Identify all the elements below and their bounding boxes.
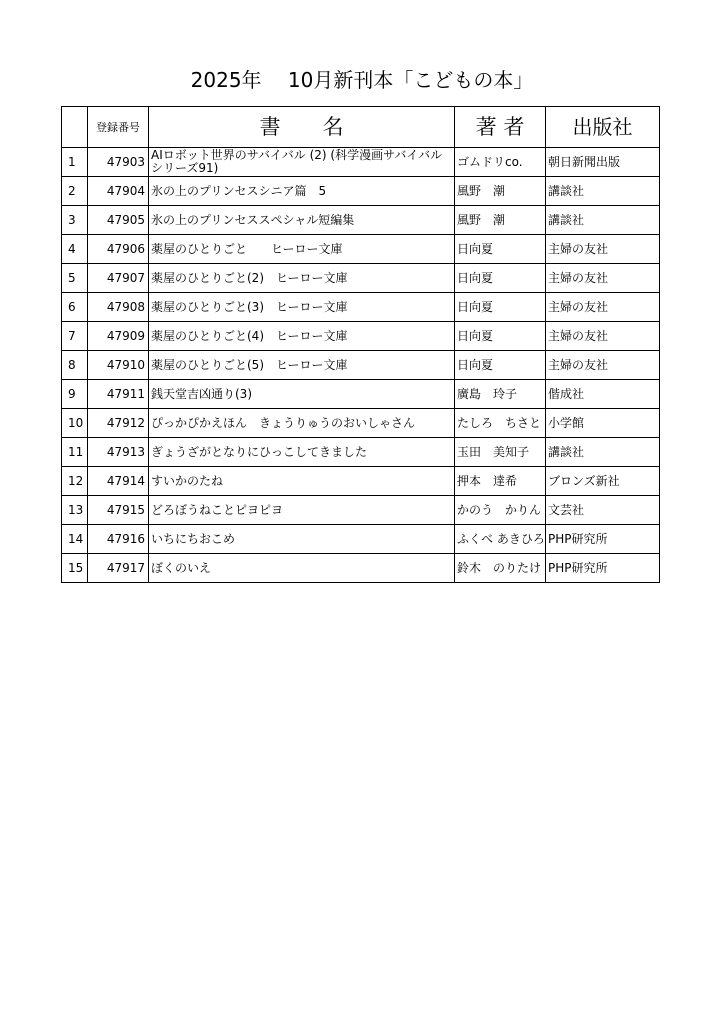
book-author: 風野 潮 [455,177,546,206]
registration-number: 47903 [88,148,149,177]
registration-number: 47908 [88,293,149,322]
book-publisher: 講談社 [546,438,660,467]
row-number: 3 [62,206,88,235]
registration-number: 47917 [88,554,149,583]
book-list-table [61,106,660,583]
row-number: 11 [62,438,88,467]
row-number: 13 [62,496,88,525]
table-row [62,380,660,409]
book-author: 玉田 美知子 [455,438,546,467]
header-author: 著 者 [455,107,546,148]
page-title: 2025年 10月新刊本「こどもの本」 [190,68,534,92]
registration-number: 47916 [88,525,149,554]
book-author: ゴムドリco. [455,148,546,177]
book-author: 押本 達希 [455,467,546,496]
header-number [62,107,88,148]
book-publisher: 朝日新聞出版 [546,148,660,177]
row-number: 10 [62,409,88,438]
book-author: ふくべ あきひろ [455,525,546,554]
book-author: 日向夏 [455,351,546,380]
book-publisher: 小学館 [546,409,660,438]
book-title: ぴっかぴかえほん きょうりゅうのおいしゃさん [149,409,455,438]
row-number: 14 [62,525,88,554]
row-number: 5 [62,264,88,293]
header-title: 書 名 [149,107,455,148]
book-title: ぎょうざがとなりにひっこしてきました [149,438,455,467]
registration-number: 47913 [88,438,149,467]
book-title: 薬屋のひとりごと(5) ヒーロー文庫 [149,351,455,380]
table-row [62,206,660,235]
row-number: 2 [62,177,88,206]
book-publisher: PHP研究所 [546,554,660,583]
row-number: 7 [62,322,88,351]
row-number: 6 [62,293,88,322]
table-row [62,177,660,206]
table-row [62,467,660,496]
book-author: かのう かりん [455,496,546,525]
book-publisher: 文芸社 [546,496,660,525]
row-number: 15 [62,554,88,583]
row-number: 1 [62,148,88,177]
row-number: 9 [62,380,88,409]
table-row [62,148,660,177]
book-publisher: 主婦の友社 [546,351,660,380]
table-row [62,525,660,554]
book-author: 日向夏 [455,293,546,322]
table-row [62,496,660,525]
registration-number: 47907 [88,264,149,293]
table-row [62,235,660,264]
registration-number: 47912 [88,409,149,438]
header-reg-no: 登録番号 [88,107,149,148]
book-title: 氷の上のプリンセススペシャル短編集 [149,206,455,235]
registration-number: 47905 [88,206,149,235]
book-author: 風野 潮 [455,206,546,235]
registration-number: 47910 [88,351,149,380]
row-number: 8 [62,351,88,380]
table-row [62,438,660,467]
book-title: どろぼうねことピヨピヨ [149,496,455,525]
book-publisher: 講談社 [546,206,660,235]
book-author: 日向夏 [455,322,546,351]
book-publisher: PHP研究所 [546,525,660,554]
table-row [62,409,660,438]
registration-number: 47915 [88,496,149,525]
book-title: いちにちおこめ [149,525,455,554]
book-title: 銭天堂吉凶通り(3) [149,380,455,409]
book-title: 薬屋のひとりごと(2) ヒーロー文庫 [149,264,455,293]
registration-number: 47906 [88,235,149,264]
registration-number: 47909 [88,322,149,351]
book-title: 薬屋のひとりごと(4) ヒーロー文庫 [149,322,455,351]
book-publisher: 主婦の友社 [546,322,660,351]
book-title: AIロボット世界のサバイバル (2) (科学漫画サバイバルシリーズ91) [149,148,455,177]
book-title: 薬屋のひとりごと ヒーロー文庫 [149,235,455,264]
table-row [62,293,660,322]
book-author: 鈴木 のりたけ [455,554,546,583]
table-row [62,322,660,351]
table-row [62,264,660,293]
book-title: 氷の上のプリンセスシニア篇 5 [149,177,455,206]
row-number: 12 [62,467,88,496]
row-number: 4 [62,235,88,264]
book-publisher: 講談社 [546,177,660,206]
book-publisher: 主婦の友社 [546,235,660,264]
book-publisher: ブロンズ新社 [546,467,660,496]
registration-number: 47904 [88,177,149,206]
book-publisher: 主婦の友社 [546,264,660,293]
book-author: 日向夏 [455,264,546,293]
table-row [62,554,660,583]
registration-number: 47911 [88,380,149,409]
book-title: すいかのたね [149,467,455,496]
book-title: 薬屋のひとりごと(3) ヒーロー文庫 [149,293,455,322]
registration-number: 47914 [88,467,149,496]
book-publisher: 主婦の友社 [546,293,660,322]
book-title: ぼくのいえ [149,554,455,583]
book-publisher: 偕成社 [546,380,660,409]
header-publisher: 出版社 [546,107,660,148]
book-author: 廣島 玲子 [455,380,546,409]
book-author: たしろ ちさと [455,409,546,438]
table-row [62,351,660,380]
book-author: 日向夏 [455,235,546,264]
table-header-row [62,107,660,148]
